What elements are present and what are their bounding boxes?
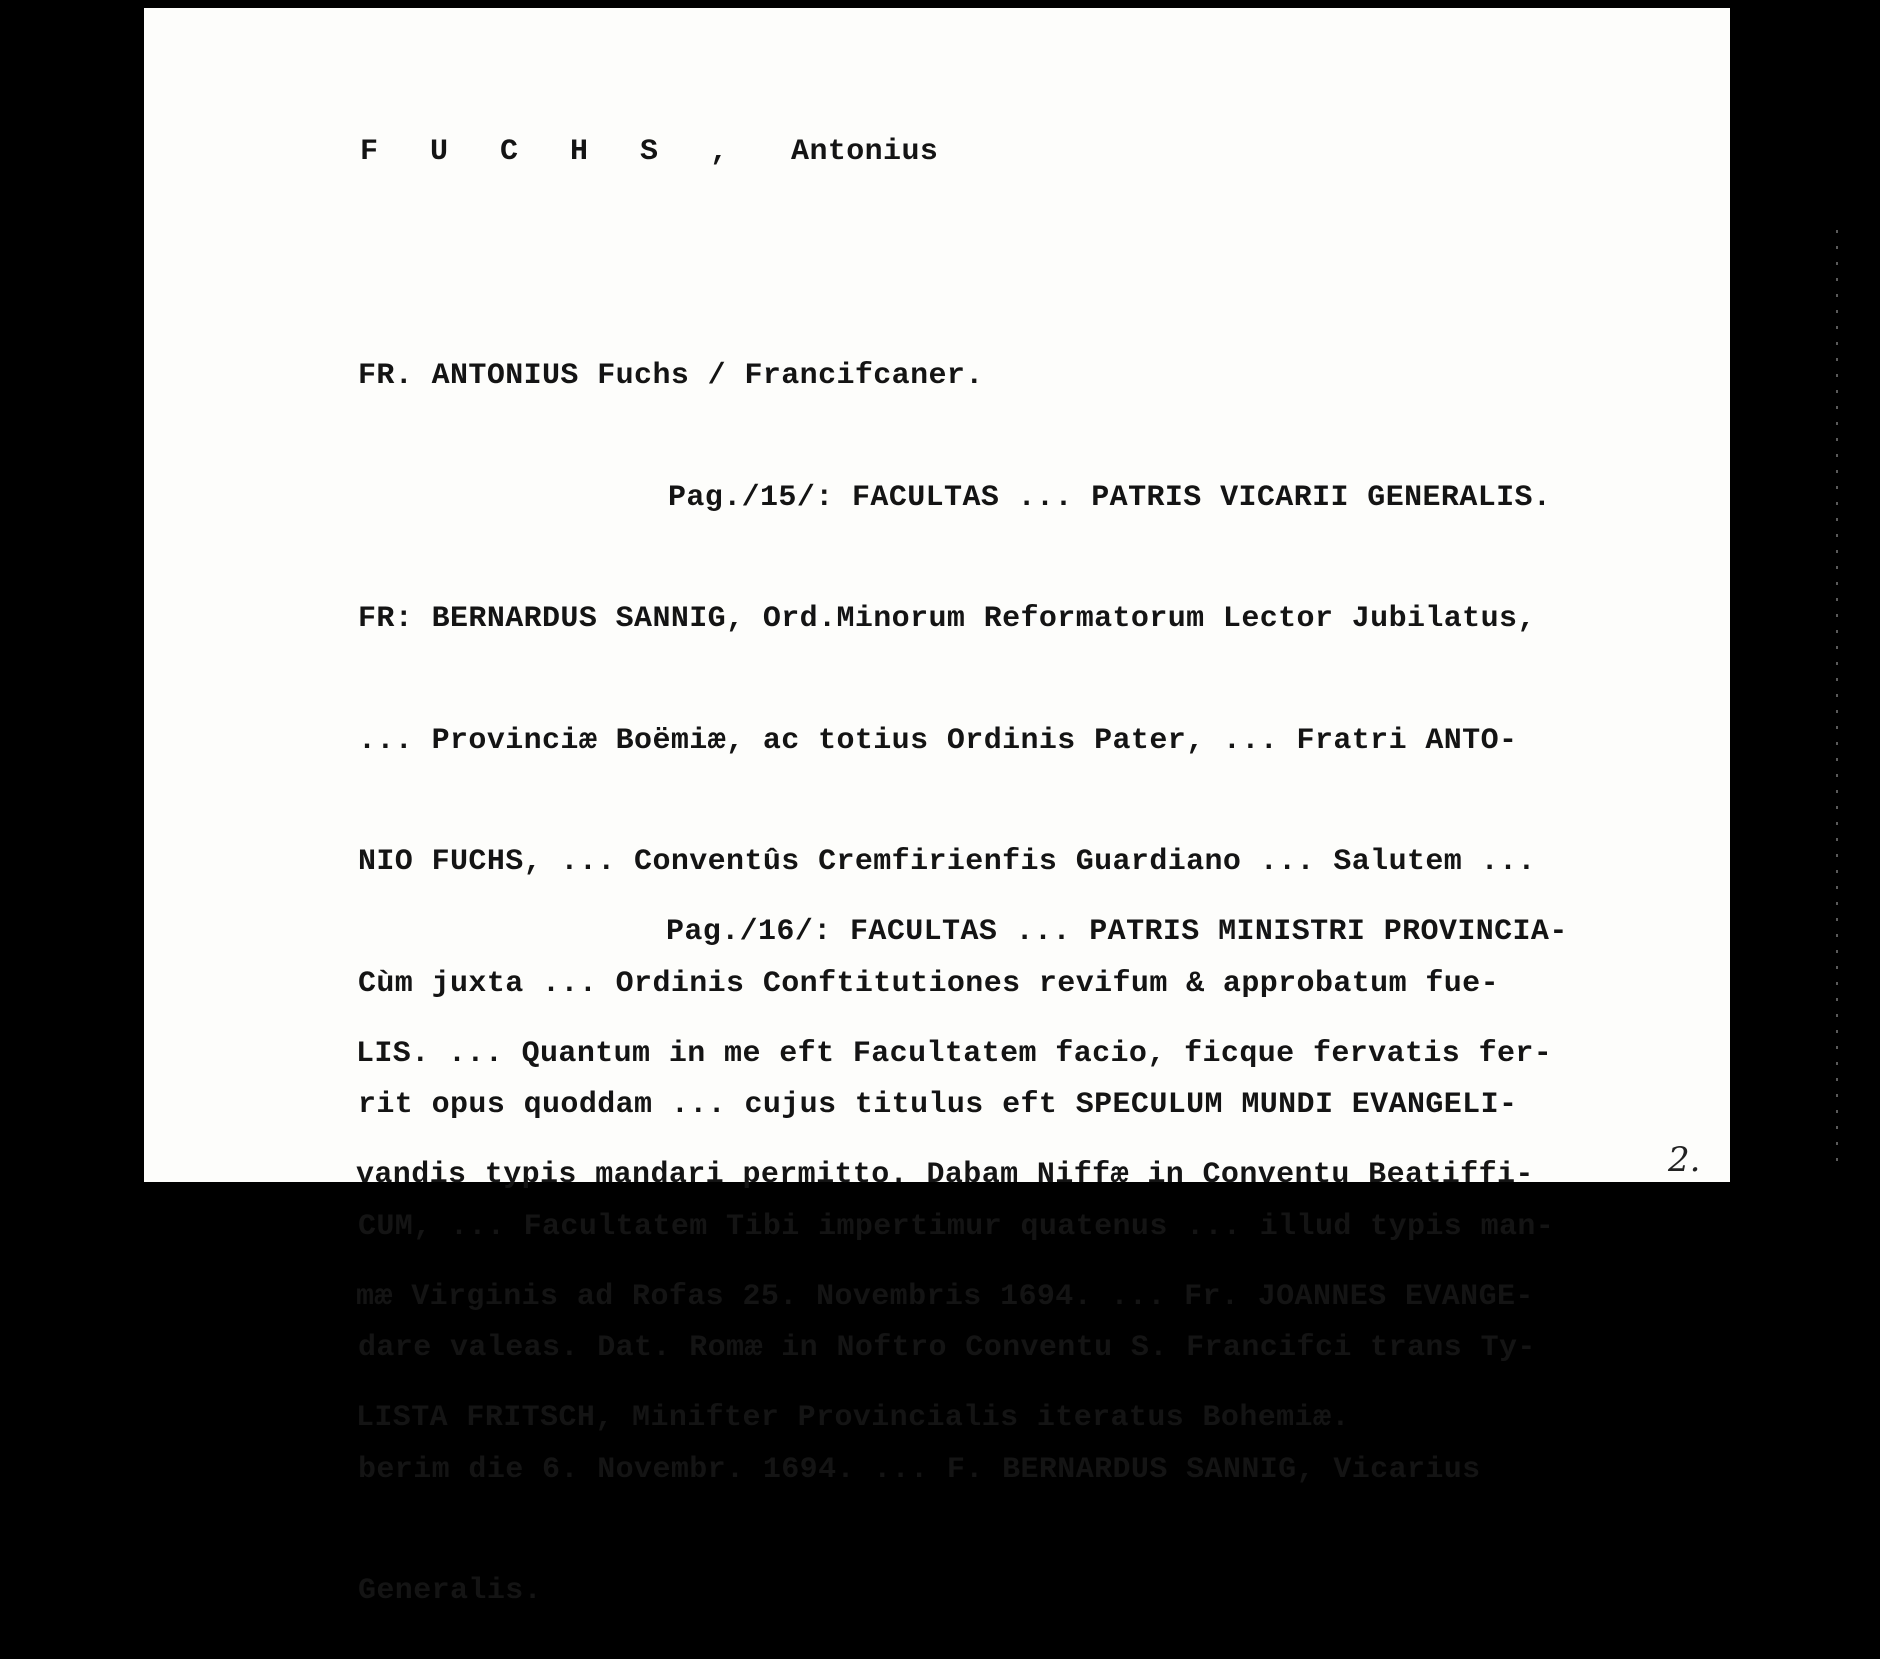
section2-line: vandis typis mandari permitto. Dabam Niffæ in Conventu Beatiffi- bbox=[356, 1158, 1534, 1192]
section1-line: CUM, ... Facultatem Tibi impertimur quatenus ... illud typis man- bbox=[358, 1209, 1555, 1244]
section1-line: ... Provinciæ Boëmiæ, ac totius Ordinis Pater, ... Fratri ANTO- bbox=[358, 723, 1518, 758]
page-number: 2. bbox=[1668, 1140, 1701, 1180]
section1-line: FR: BERNARDUS SANNIG, Ord.Minorum Reformatorum Lector Jubilatus, bbox=[358, 602, 1536, 636]
entry-block-2 bbox=[356, 842, 1568, 1486]
heading-surname: F U C H S , bbox=[360, 135, 746, 169]
section1-line: Generalis. bbox=[358, 1574, 543, 1608]
section2-line: Pag./16/: FACULTAS ... PATRIS MINISTRI PROVINCIA- bbox=[666, 915, 1568, 949]
section1-line: berim die 6. Novembr. 1694. ... F. BERNARDUS SANNIG, Vicarius bbox=[358, 1452, 1481, 1487]
entry-title: FR. ANTONIUS Fuchs / Francifcaner. bbox=[358, 359, 984, 393]
section2-line: LIS. ... Quantum in me eft Facultatem facio, ficque fervatis fer- bbox=[356, 1036, 1553, 1071]
section1-line: Pag./15/: FACULTAS ... PATRIS VICARII GENERALIS. bbox=[668, 480, 1552, 515]
section1-line: NIO FUCHS, ... Conventûs Cremfirienfis Guardiano ... Salutem ... bbox=[358, 845, 1536, 879]
heading-given-name: Antonius bbox=[791, 135, 939, 169]
section1-line: Cùm juxta ... Ordinis Conftitutiones revifum & approbatum fue- bbox=[358, 966, 1499, 1001]
section2-line: LISTA FRITSCH, Minifter Provincialis iteratus Bohemiæ. bbox=[356, 1401, 1350, 1435]
section1-line: rit opus quoddam ... cujus titulus eft SPECULUM MUNDI EVANGELI- bbox=[358, 1088, 1518, 1122]
card-heading bbox=[360, 134, 938, 170]
scan-edge-dots bbox=[1836, 230, 1838, 1170]
section2-line: mæ Virginis ad Rofas 25. Novembris 1694. ... Fr. JOANNES EVANGE- bbox=[356, 1279, 1534, 1314]
section1-line: dare valeas. Dat. Romæ in Noftro Conventu S. Francifci trans Ty- bbox=[358, 1331, 1536, 1365]
